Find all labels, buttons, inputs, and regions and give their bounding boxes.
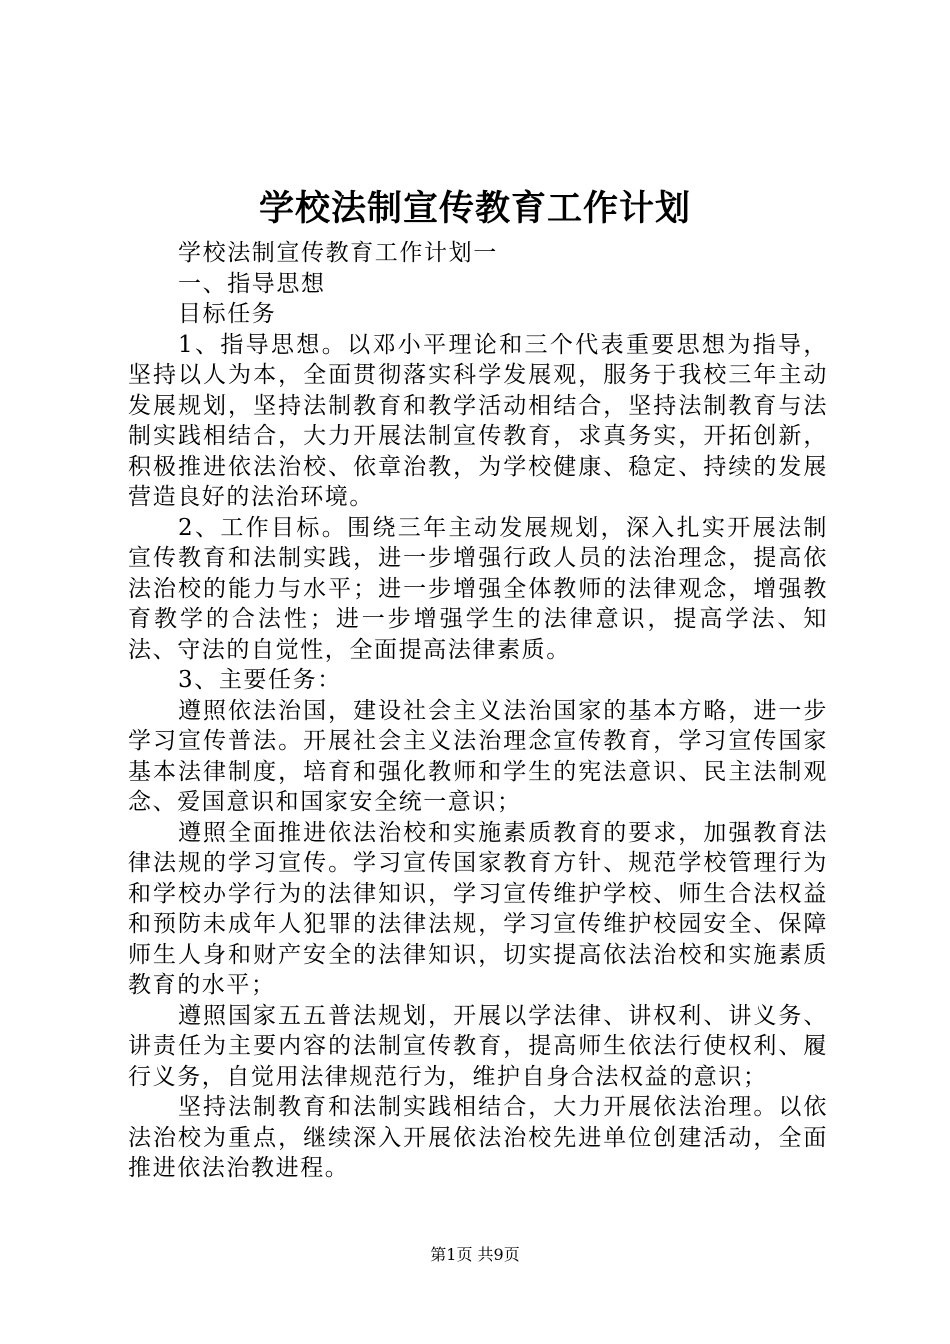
document-body [128, 238, 828, 1184]
paragraph-task-five-five-plan: 遵照国家五五普法规划，开展以学法律、讲权利、讲义务、讲责任为主要内容的法制宣传教育，提高师生依法行使权利、履行义务，自觉用法律规范行为，维护自身合法权益的意识； [128, 1002, 828, 1090]
paragraph-task-practice: 坚持法制教育和法制实践相结合，大力开展依法治理。以依法治校为重点，继续深入开展依法治校先进单位创建活动，全面推进依法治教进程。 [128, 1094, 828, 1181]
paragraph-task-education-law: 遵照全面推进依法治校和实施素质教育的要求，加强教育法律法规的学习宣传。学习宣传国家教育方针、规范学校管理行为和学校办学行为的法律知识，学习宣传维护学校、师生合法权益和预防未成年人犯罪的法律法规，学习宣传维护校园安全、保障师生人身和财产安全的法律知识，切实提高依法治校和实施素质教育的水平； [128, 819, 828, 998]
paragraph-subtitle: 学校法制宣传教育工作计划一 [178, 240, 498, 266]
paragraph-guiding-thought: 1、指导思想。以邓小平理论和三个代表重要思想为指导，坚持以人为本，全面贯彻落实科学发展观，服务于我校三年主动发展规划，坚持法制教育和教学活动相结合，坚持法制教育与法制实践相结合，大力开展法制宣传教育，求真务实，开拓创新，积极推进依法治校、依章治教，为学校健康、稳定、持续的发展营造良好的法治环境。 [128, 331, 828, 510]
page-number: 第1页 共9页 [430, 1245, 520, 1264]
paragraph-main-tasks-heading: 3、主要任务： [178, 667, 342, 693]
paragraph-task-rule-of-law: 遵照依法治国，建设社会主义法治国家的基本方略，进一步学习宣传普法。开展社会主义法治理念宣传教育，学习宣传国家基本法律制度，培育和强化教师和学生的宪法意识、民主法制观念、爱国意识和国家安全统一意识； [128, 697, 828, 815]
paragraph-heading-guiding-thought: 一、指导思想 [178, 270, 326, 297]
document-title: 学校法制宣传教育工作计划 [258, 188, 691, 229]
paragraph-work-goals: 2、工作目标。围绕三年主动发展规划，深入扎实开展法制宣传教育和法制实践，进一步增强行政人员的法治理念，提高依法治校的能力与水平；进一步增强全体教师的法律观念，增强教育教学的合法性；进一步增强学生的法律意识，提高学法、知法、守法的自觉性，全面提高法律素质。 [128, 514, 828, 663]
paragraph-heading-goals-tasks: 目标任务 [178, 301, 277, 327]
